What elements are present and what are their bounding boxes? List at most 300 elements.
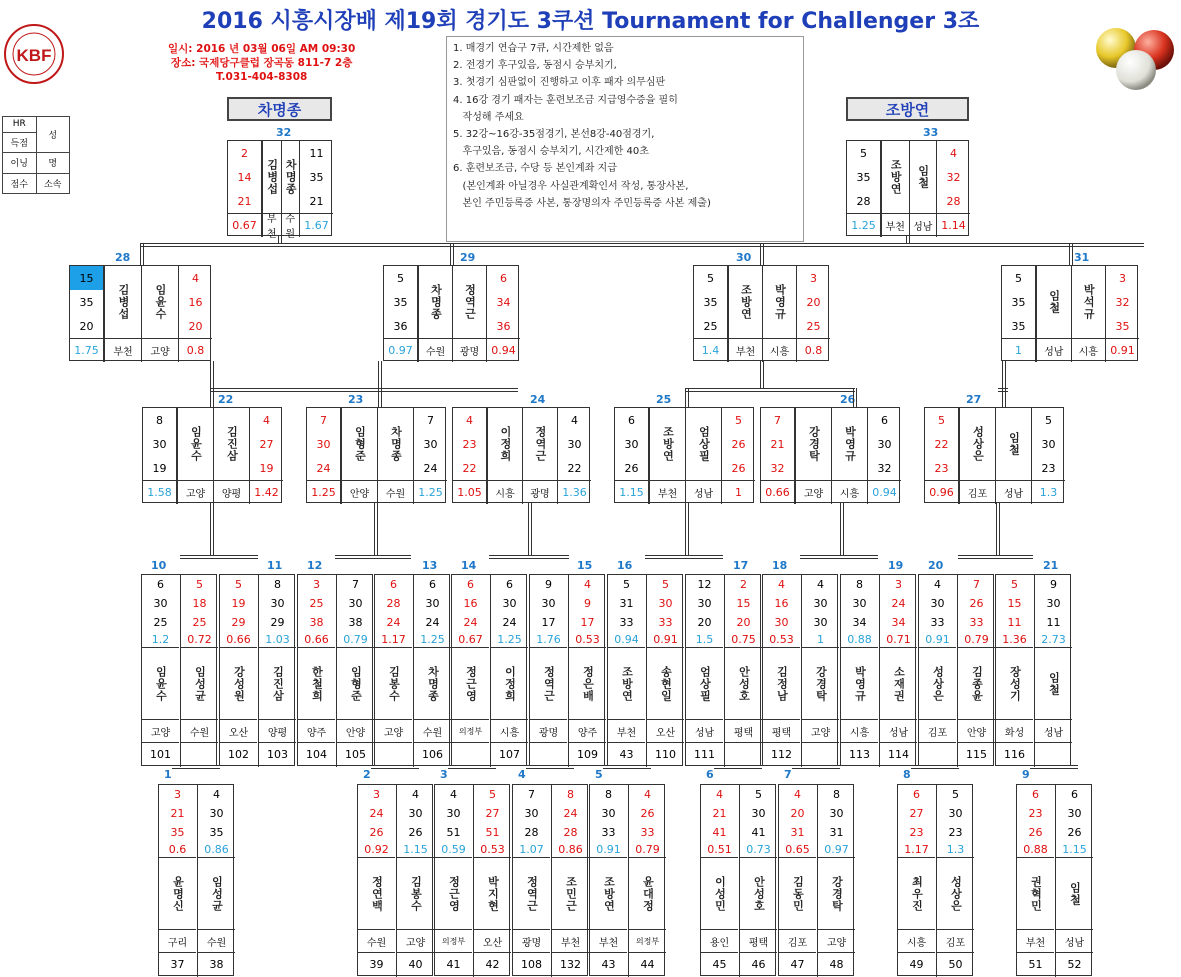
match-number: 18 — [772, 559, 788, 572]
high-run: 9 — [545, 578, 552, 591]
match-number: 4 — [518, 768, 526, 781]
score: 30 — [446, 807, 461, 820]
high-run: 8 — [856, 578, 863, 591]
score: 30 — [948, 807, 963, 820]
high-run: 4 — [794, 788, 801, 801]
stats-column — [761, 408, 795, 504]
score: 30 — [877, 437, 892, 451]
player-column — [936, 785, 974, 977]
high-run: 4 — [571, 413, 578, 427]
bracket-line — [1030, 765, 1078, 769]
player-name: 차명종 — [284, 159, 298, 195]
player-column — [628, 785, 666, 977]
player-column — [513, 785, 551, 977]
player-name: 임윤수 — [142, 647, 179, 719]
score: 30 — [541, 597, 556, 610]
stats-column — [796, 266, 830, 362]
player-column — [763, 575, 801, 767]
player-name: 임형준 — [337, 647, 374, 719]
player-column — [452, 575, 490, 767]
bracket-line — [378, 361, 382, 407]
match-card — [840, 574, 916, 766]
player-name: 성상은 — [919, 647, 956, 719]
seed-number: 115 — [958, 742, 995, 766]
player-name: 김진삼 — [225, 426, 239, 462]
player-name: 조방연 — [739, 284, 753, 320]
bracket-line — [526, 765, 574, 769]
score: 30 — [316, 437, 331, 451]
average: 1.25 — [307, 480, 340, 503]
innings: 25 — [192, 616, 207, 629]
player-column — [375, 575, 413, 767]
seed-number: 37 — [159, 952, 196, 976]
player-column — [142, 575, 180, 767]
score: 14 — [237, 170, 252, 184]
innings: 25 — [153, 616, 168, 629]
high-run: 7 — [352, 578, 359, 591]
average: 0.86 — [558, 843, 583, 856]
high-run: 6 — [1032, 788, 1039, 801]
player-column — [177, 408, 213, 504]
score: 31 — [619, 597, 634, 610]
player-club: 성남 — [996, 480, 1031, 503]
bracket-line — [911, 765, 959, 769]
seed-number — [452, 742, 489, 766]
player-name: 성상은 — [937, 857, 974, 929]
innings: 25 — [806, 319, 821, 333]
player-club: 양주 — [298, 719, 335, 742]
high-run: 8 — [567, 788, 574, 801]
average: 1 — [1002, 338, 1035, 361]
player-column — [336, 575, 374, 767]
player-column — [262, 141, 281, 240]
player-column — [213, 408, 249, 504]
player-club: 수원 — [378, 480, 413, 503]
high-run: 5 — [196, 578, 203, 591]
player-column — [418, 266, 452, 362]
high-run: 5 — [1015, 271, 1022, 285]
high-run: 4 — [263, 413, 270, 427]
match-number: 22 — [218, 393, 234, 406]
match-number: 25 — [656, 393, 672, 406]
bracket-line — [180, 555, 258, 559]
bracket-line — [374, 503, 378, 555]
stats-column — [847, 141, 881, 237]
high-run: 3 — [373, 788, 380, 801]
player-club: 평택 — [740, 929, 777, 952]
high-run: 4 — [934, 578, 941, 591]
match-number: 21 — [1043, 559, 1059, 572]
match-card — [700, 784, 776, 976]
player-column — [898, 785, 936, 977]
innings: 35 — [170, 826, 185, 839]
score: 34 — [496, 295, 511, 309]
player-club: 김포 — [919, 719, 956, 742]
seed-number: 45 — [701, 952, 738, 976]
player-column — [490, 575, 528, 767]
player-column — [413, 575, 451, 767]
innings: 29 — [270, 616, 285, 629]
player-club: 부천 — [1017, 929, 1054, 952]
seed-number: 49 — [898, 952, 935, 976]
seed-number: 40 — [397, 952, 434, 976]
high-run: 4 — [192, 271, 199, 285]
average: 0.66 — [304, 633, 329, 646]
player-club: 의정부 — [629, 929, 666, 952]
average: 0.67 — [228, 213, 261, 236]
seed-number: 103 — [259, 742, 296, 766]
innings: 33 — [930, 616, 945, 629]
high-run: 6 — [390, 578, 397, 591]
score: 35 — [79, 295, 94, 309]
bracket-line — [645, 555, 723, 559]
match-number: 3 — [440, 768, 448, 781]
average: 1.15 — [1062, 843, 1087, 856]
player-column — [197, 785, 235, 977]
bracket-line — [528, 503, 532, 555]
innings: 32 — [877, 461, 892, 475]
player-column — [779, 785, 817, 977]
player-column — [1036, 266, 1071, 362]
match-card — [614, 407, 754, 503]
match-card — [512, 784, 588, 976]
match-card — [1001, 265, 1138, 361]
player-club: 고양 — [375, 719, 412, 742]
seed-number: 43 — [608, 742, 645, 766]
innings: 24 — [423, 461, 438, 475]
high-run: 6 — [157, 578, 164, 591]
player-name: 한철희 — [298, 647, 335, 719]
innings: 33 — [619, 616, 634, 629]
player-column — [879, 575, 917, 767]
player-name: 임형준 — [353, 426, 367, 462]
player-column — [649, 408, 685, 504]
score: 35 — [393, 295, 408, 309]
innings: 41 — [751, 826, 766, 839]
seed-number — [725, 742, 762, 766]
player-column — [762, 266, 796, 362]
player-name: 정역근 — [534, 426, 547, 462]
average: 0.79 — [964, 633, 989, 646]
player-club: 광명 — [453, 338, 486, 361]
high-run: 5 — [1011, 578, 1018, 591]
innings: 17 — [541, 616, 556, 629]
kbf-logo — [4, 24, 64, 84]
player-name: 김동민 — [779, 857, 816, 929]
player-club: 성남 — [910, 213, 937, 236]
player-club: 광명 — [513, 929, 550, 952]
player-club: 안양 — [337, 719, 374, 742]
score: 30 — [1067, 807, 1082, 820]
stats-column — [249, 408, 283, 504]
innings: 38 — [309, 616, 324, 629]
average: 0.79 — [635, 843, 660, 856]
rule-line: 1. 매경기 연습구 7큐, 시간제한 없음 — [453, 43, 614, 54]
player-name: 김종윤 — [958, 647, 995, 719]
player-column — [919, 575, 957, 767]
match-number: 8 — [903, 768, 911, 781]
high-run: 4 — [450, 788, 457, 801]
player-club: 부천 — [608, 719, 645, 742]
average: 1.36 — [1002, 633, 1027, 646]
player-club: 오산 — [474, 929, 511, 952]
average: 0.92 — [364, 843, 389, 856]
seed-number: 132 — [552, 952, 589, 976]
player-club: 성남 — [1035, 719, 1072, 742]
average: 1.25 — [414, 480, 447, 503]
score: 20 — [790, 807, 805, 820]
score: 26 — [969, 597, 984, 610]
stats-column — [936, 141, 970, 237]
seed-number: 104 — [298, 742, 335, 766]
innings: 19 — [259, 461, 274, 475]
match-number: 12 — [307, 559, 323, 572]
high-run: 6 — [628, 413, 635, 427]
player-column — [473, 785, 511, 977]
average: 1.3 — [1032, 480, 1065, 503]
seed-number: 52 — [1056, 952, 1093, 976]
player-club: 안양 — [342, 480, 377, 503]
player-club: 성남 — [880, 719, 917, 742]
player-name: 권혁민 — [1017, 857, 1054, 929]
player-name: 조방연 — [661, 426, 675, 462]
bracket-line — [1002, 361, 1006, 407]
average: 0.53 — [769, 633, 794, 646]
innings: 28 — [563, 826, 578, 839]
average: 0.75 — [731, 633, 756, 646]
player-column — [1071, 266, 1106, 362]
bracket-line — [210, 503, 214, 555]
player-club: 고양 — [802, 719, 839, 742]
rule-line: 6. 훈련보조금, 수당 등 본인계좌 지급 — [453, 163, 617, 175]
player-name: 박영규 — [773, 284, 787, 320]
player-name: 정역근 — [463, 284, 477, 320]
seed-number: 41 — [435, 952, 472, 976]
player-name: 조방연 — [590, 857, 627, 929]
seed-number: 101 — [142, 742, 179, 766]
seed-number — [802, 742, 839, 766]
high-run: 7 — [528, 788, 535, 801]
player-name: 엄상필 — [697, 426, 711, 462]
event-venue: 장소: 국제당구클럽 장곡동 811-7 2층 — [170, 57, 353, 69]
average: 1.3 — [946, 843, 965, 856]
average: 0.6 — [168, 843, 187, 856]
player-column — [435, 785, 473, 977]
average: 0.73 — [746, 843, 771, 856]
average: 0.53 — [480, 843, 505, 856]
rule-line: (본인계좌 아닐경우 사실관계확인서 작성, 통장사본, — [453, 180, 689, 192]
average: 0.91 — [653, 633, 678, 646]
high-run: 8 — [156, 413, 163, 427]
innings: 21 — [309, 194, 324, 208]
player-club: 시흥 — [832, 480, 867, 503]
innings: 20 — [697, 616, 712, 629]
player-column — [396, 785, 434, 977]
average: 0.51 — [707, 843, 732, 856]
average: 0.91 — [1106, 338, 1139, 361]
player-column — [551, 785, 589, 977]
match-card — [69, 265, 211, 361]
player-club: 의정부 — [452, 719, 489, 742]
match-number: 19 — [888, 559, 904, 572]
score: 35 — [1011, 295, 1026, 309]
player-name: 강경탁 — [807, 426, 821, 462]
high-run: 5 — [662, 578, 669, 591]
stats-column — [1002, 266, 1036, 362]
score: 21 — [170, 807, 185, 820]
player-column — [841, 575, 879, 767]
score: 30 — [829, 807, 844, 820]
high-run: 5 — [235, 578, 242, 591]
bracket-line — [378, 388, 518, 392]
high-run: 6 — [1071, 788, 1078, 801]
innings: 33 — [969, 616, 984, 629]
stats-column — [143, 408, 177, 504]
bracket-line — [335, 555, 411, 559]
score: 26 — [640, 807, 655, 820]
innings: 22 — [462, 461, 477, 475]
bracket-line — [996, 503, 1000, 555]
innings: 26 — [731, 461, 746, 475]
stats-column — [413, 408, 447, 504]
player-column — [909, 141, 937, 237]
bracket-line — [714, 765, 762, 769]
score: 24 — [563, 807, 578, 820]
player-name: 임윤수 — [154, 284, 167, 320]
player-name: 박영규 — [843, 426, 857, 462]
innings: 24 — [386, 616, 401, 629]
player-club: 양평 — [259, 719, 296, 742]
innings: 32 — [770, 461, 785, 475]
player-name: 임철 — [1047, 290, 1061, 314]
match-card — [227, 140, 332, 240]
innings: 33 — [640, 826, 655, 839]
score: 18 — [192, 597, 207, 610]
average: 1.76 — [536, 633, 561, 646]
match-number: 1 — [164, 768, 172, 781]
innings: 25 — [703, 319, 718, 333]
high-run: 3 — [1119, 271, 1126, 285]
match-card — [219, 574, 295, 766]
player-name: 임성균 — [198, 857, 235, 929]
player-column — [795, 408, 831, 504]
high-run: 7 — [973, 578, 980, 591]
bracket-line — [448, 765, 496, 769]
high-run: 5 — [397, 271, 404, 285]
stats-column — [178, 266, 212, 362]
high-run: 5 — [860, 146, 867, 160]
player-name: 임철 — [916, 165, 930, 189]
innings: 22 — [567, 461, 582, 475]
score: 21 — [712, 807, 727, 820]
bracket-line — [685, 388, 689, 407]
innings: 30 — [774, 616, 789, 629]
player-name: 김봉수 — [397, 857, 434, 929]
innings: 31 — [829, 826, 844, 839]
player-column — [487, 408, 522, 504]
player-club: 시흥 — [898, 929, 935, 952]
match-card — [918, 574, 994, 766]
innings: 19 — [152, 461, 167, 475]
rule-line: 3. 첫경기 심판없이 진행하고 이후 패자 의무심판 — [453, 77, 666, 89]
innings: 24 — [463, 616, 478, 629]
match-card — [762, 574, 838, 766]
score: 23 — [1028, 807, 1043, 820]
score: 22 — [934, 437, 949, 451]
finalist-right-name: 조방연 — [846, 97, 969, 121]
seed-number: 43 — [590, 952, 627, 976]
stats-column — [867, 408, 901, 504]
seed-number: 113 — [841, 742, 878, 766]
high-run: 4 — [466, 413, 473, 427]
player-club: 구리 — [159, 929, 196, 952]
match-card — [924, 407, 1064, 503]
innings: 41 — [712, 826, 727, 839]
seed-number: 111 — [686, 742, 723, 766]
player-column — [159, 785, 197, 977]
player-column — [358, 785, 396, 977]
player-column — [881, 141, 909, 237]
average: 0.96 — [925, 480, 958, 503]
player-column — [220, 575, 258, 767]
score: 30 — [751, 807, 766, 820]
score: 28 — [386, 597, 401, 610]
score: 30 — [1046, 597, 1061, 610]
score: 35 — [856, 170, 871, 184]
player-club: 수원 — [181, 719, 218, 742]
bracket-line — [450, 243, 454, 266]
high-run: 6 — [467, 578, 474, 591]
player-club: 광명 — [523, 480, 557, 503]
bracket-line — [140, 243, 1144, 247]
player-column — [817, 785, 855, 977]
match-number: 23 — [348, 393, 364, 406]
average: 1.25 — [497, 633, 522, 646]
player-column — [1034, 575, 1072, 767]
average: 1.75 — [70, 338, 103, 361]
high-run: 6 — [500, 271, 507, 285]
seed-number: 114 — [880, 742, 917, 766]
innings: 20 — [188, 319, 203, 333]
average: 0.59 — [441, 843, 466, 856]
bracket-line — [685, 503, 689, 555]
stats-column — [228, 141, 262, 237]
stats-column — [384, 266, 418, 362]
average: 0.72 — [187, 633, 212, 646]
stats-column — [557, 408, 591, 504]
player-column — [522, 408, 557, 504]
match-number: 2 — [363, 768, 371, 781]
high-run: 2 — [241, 146, 248, 160]
legend-hr: HR — [3, 117, 37, 133]
match-number: 11 — [267, 559, 283, 572]
average: 1 — [817, 633, 824, 646]
score: 35 — [309, 170, 324, 184]
seed-number: 116 — [996, 742, 1033, 766]
high-run: 4 — [412, 788, 419, 801]
average: 1.17 — [904, 843, 929, 856]
event-info — [168, 42, 355, 84]
innings: 11 — [1007, 616, 1022, 629]
seed-number: 107 — [491, 742, 528, 766]
player-name: 임철 — [1056, 857, 1093, 929]
average: 1.25 — [847, 213, 880, 236]
rule-line: 작성해 주세요 — [453, 111, 524, 123]
player-club: 김포 — [779, 929, 816, 952]
match-number: 14 — [461, 559, 477, 572]
average: 0.97 — [824, 843, 849, 856]
player-club: 양평 — [214, 480, 249, 503]
